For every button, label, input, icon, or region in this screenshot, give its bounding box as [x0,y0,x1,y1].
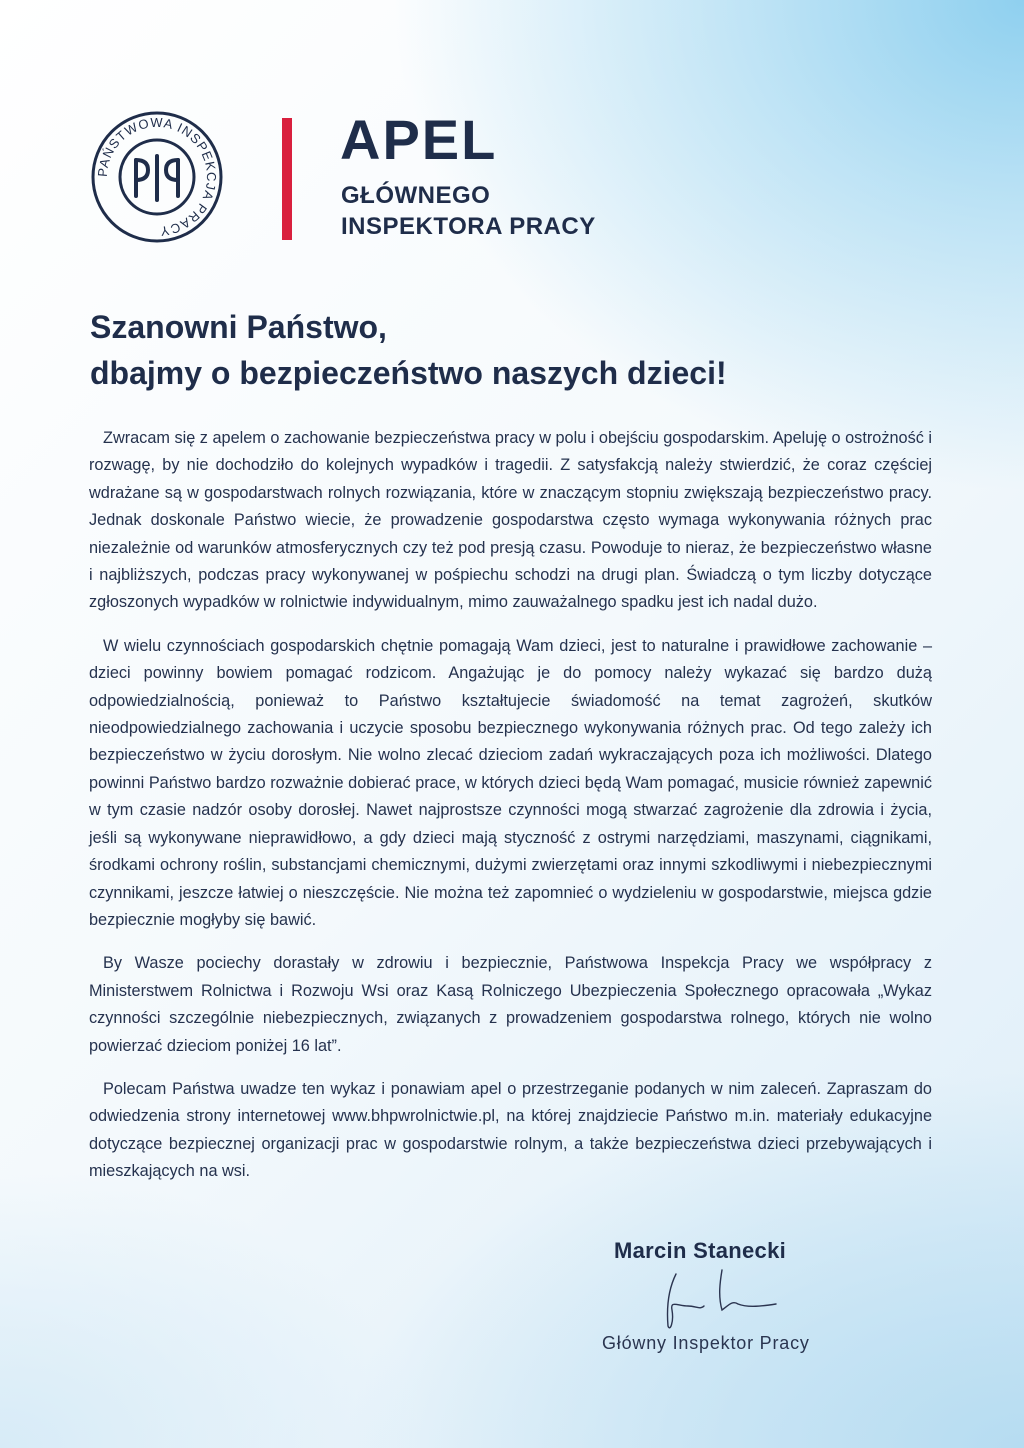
greeting-line2: dbajmy o bezpieczeństwo naszych dzieci! [90,355,727,391]
pip-logo-seal [90,110,224,244]
letter-body [89,425,932,1202]
header-subtitle [341,180,596,242]
letter-paragraph: By Wasze pociechy dorastały w zdrowiu i bezpiecznie, Państwowa Inspekcja Pracy we współpracy z Ministerstwem Rolnictwa i Rozwoju Wsi oraz Kasą Rolniczego Ubezpieczenia Społecznego opracowała „Wykaz czynności szczególnie niebezpiecznych, związanych z prowadzeniem gospodarstwa rolnego, których nie wolno powierzać dzieciom poniżej 16 lat”. [89,954,932,1055]
signer-name: Marcin Stanecki [614,1238,787,1263]
letter-paragraph: Zwracam się z apelem o zachowanie bezpieczeństwa pracy w polu i obejściu gospodarskim. Apeluję o ostrożność i rozwagę, by nie dochodziło do kolejnych wypadków i tragedii. Z satysfakcją należy stwierdzić, że coraz częściej wdrażane są w gospodarstwach rolnych rozwiązania, które w znaczącym stopniu zwiększają bezpieczeństwo pracy. Jednak doskonale Państwo wiecie, że prowadzenie gospodarstwa często wymaga wykonywania różnych prac niezależnie od warunków atmosferycznych czy też pod presją czasu. Powoduje to nieraz, że bezpieczeństwo własne i najbliższych, podczas pracy wykonywanej w pośpiechu schodzi na drugi plan. Świadczą o tym liczby dotyczące zgłoszonych wypadków w rolnictwie indywidualnym, mimo zauważalnego spadku jest ich nadal dużo. [89,429,932,612]
letter-paragraph: W wielu czynnościach gospodarskich chętnie pomagają Wam dzieci, jest to naturalne i prawidłowe zachowanie – dzieci powinny bowiem pomagać rodzicom. Angażując je do pomocy należy wykazać się bardzo dużą odpowiedzialnością, ponieważ to Państwo kształtujecie świadomość na temat zagrożeń, skutków nieodpowiedzialnego zachowania i uczycie sposobu bezpiecznego wykonywania różnych prac. Od tego zależy ich bezpieczeństwo w życiu dorosłym. Nie wolno zlecać dzieciom zadań wykraczających poza ich możliwości. Dlatego powinni Państwo bardzo rozważnie dobierać prace, w których dzieci będą Wam pomagać, musicie również zapewnić w tym czasie nadzór osoby dorosłej. Nawet najprostsze czynności mogą stwarzać zagrożenie dla zdrowia i życia, jeśli są wykonywane nieprawidłowo, a gdy dzieci mają styczność z ostrymi narzędziami, maszynami, ciągnikami, środkami ochrony roślin, substancjami chemicznymi, dużymi zwierzętami oraz innymi szkodliwymi i niebezpiecznymi czynnikami, jeszcze łatwiej o nieszczęście. Nie można też zapomnieć o wydzieleniu w gospodarstwie, miejsca gdzie bezpiecznie mogłyby się bawić. [89,636,932,929]
greeting-line1: Szanowni Państwo, [90,309,387,345]
letter-paragraph: Polecam Państwa uwadze ten wykaz i ponawiam apel o przestrzeganie podanych w nim zaleceń. Zapraszam do odwiedzenia strony internetowej www.bhpwrolnictwie.pl, na której znajdziecie Państwo m.in. materiały edukacyjne dotyczące bezpiecznej organizacji prac w gospodarstwie rolnym, a także bezpieczeństwa dzieci przebywających i mieszkających na wsi. [89,1079,932,1181]
signer-role: Główny Inspektor Pracy [602,1333,810,1353]
header-title: APEL [340,108,498,171]
header-subtitle-line1: GŁÓWNEGO [341,182,491,209]
header-subtitle-line2: INSPEKTORA PRACY [341,213,596,240]
handwritten-signature [648,1266,798,1340]
header-accent-bar [282,118,292,240]
svg-text:PAŃSTWOWA INSPEKCJA PRACY: PAŃSTWOWA INSPEKCJA PRACY [94,114,220,240]
greeting-heading [90,304,950,396]
